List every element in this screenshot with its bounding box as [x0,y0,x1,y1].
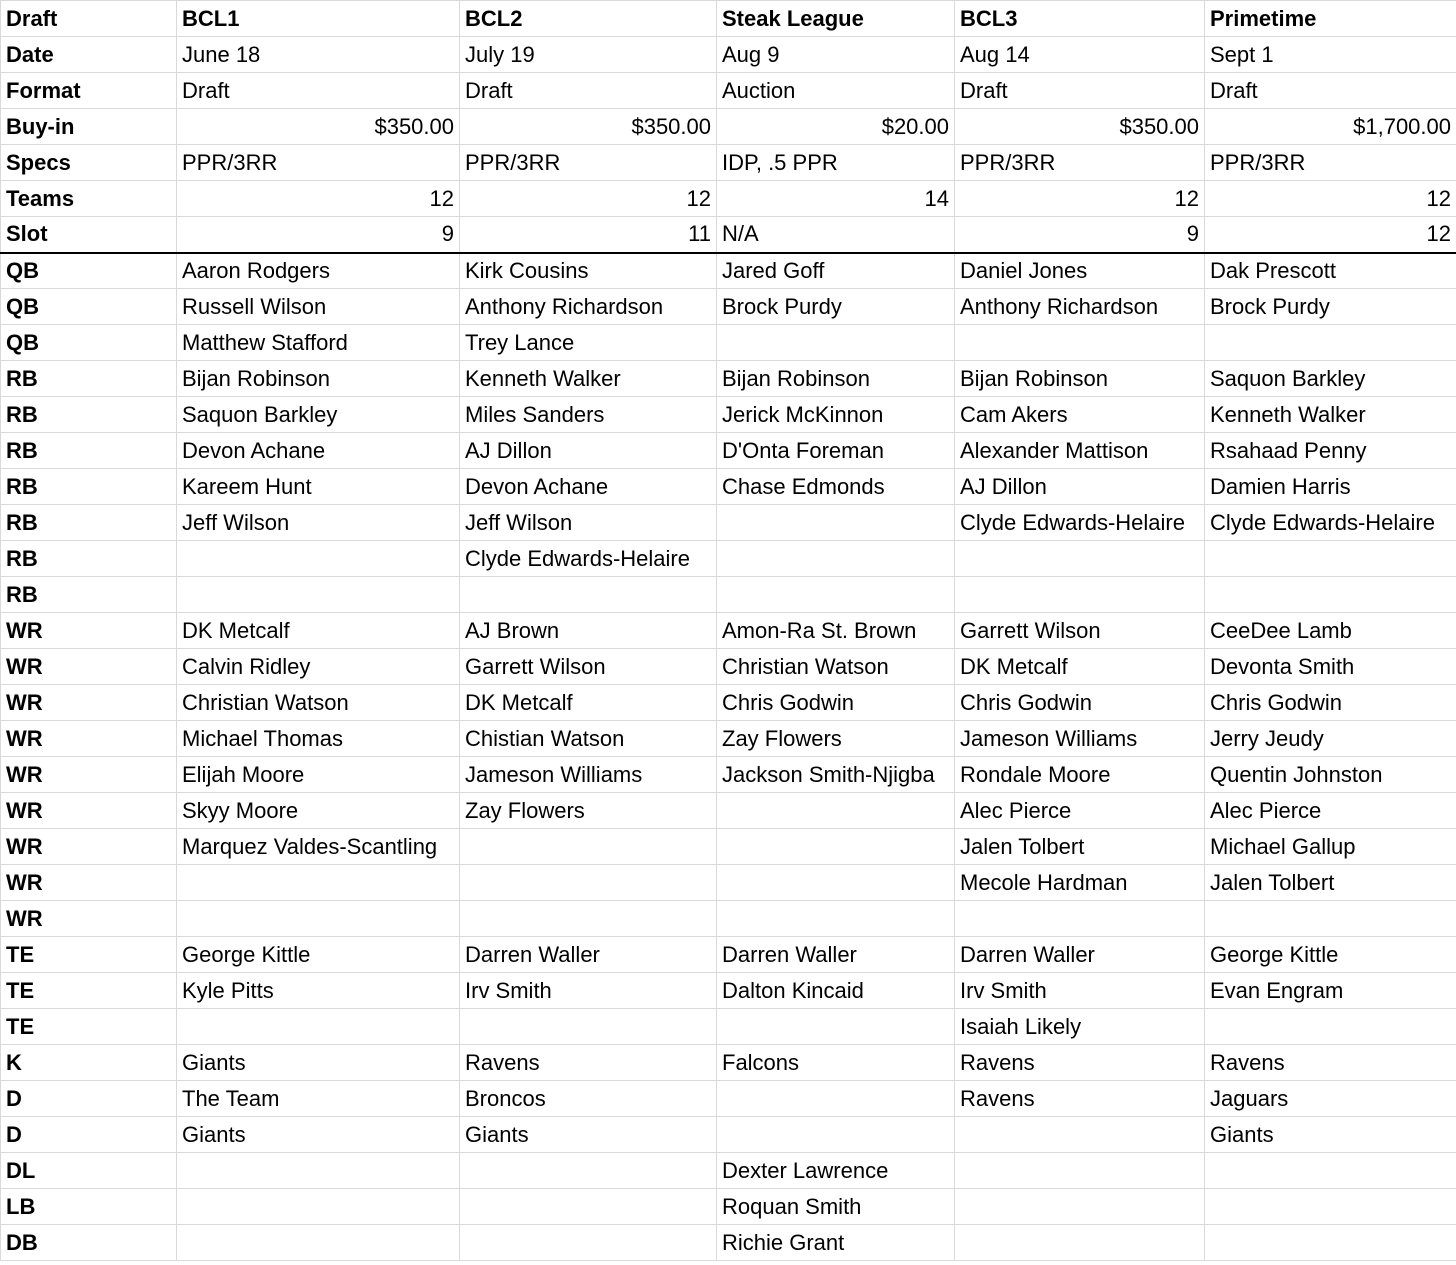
info-row-label[interactable]: Teams [1,181,177,217]
column-header-cell[interactable]: Steak League [717,1,955,37]
info-row-label[interactable]: Format [1,73,177,109]
player-cell[interactable] [717,577,955,613]
header-row [1,1,1456,37]
info-row [1,109,1456,145]
roster-row [1,1045,1456,1081]
player-cell[interactable] [177,1153,460,1189]
position-label[interactable]: K [1,1045,177,1081]
position-label[interactable]: QB [1,253,177,289]
player-cell[interactable] [460,865,717,901]
player-cell[interactable] [1205,541,1456,577]
position-label[interactable]: D [1,1117,177,1153]
info-cell[interactable]: Aug 9 [717,37,955,73]
player-cell[interactable]: Bijan Robinson [955,361,1205,397]
player-cell[interactable] [177,1225,460,1261]
player-cell[interactable]: Ravens [460,1045,717,1081]
player-cell[interactable] [1205,1153,1456,1189]
roster-row [1,577,1456,613]
player-cell[interactable]: Devon Achane [460,469,717,505]
player-cell[interactable]: Michael Thomas [177,721,460,757]
position-label[interactable]: TE [1,1009,177,1045]
player-cell[interactable]: Alexander Mattison [955,433,1205,469]
player-cell[interactable]: Giants [1205,1117,1456,1153]
player-cell[interactable] [460,829,717,865]
position-label[interactable]: LB [1,1189,177,1225]
player-cell[interactable] [955,901,1205,937]
player-cell[interactable] [1205,1189,1456,1225]
position-label[interactable]: WR [1,721,177,757]
info-row [1,217,1456,253]
player-cell[interactable]: Darren Waller [460,937,717,973]
info-cell[interactable]: $350.00 [460,109,717,145]
position-label[interactable]: RB [1,397,177,433]
player-cell[interactable] [717,505,955,541]
info-row [1,181,1456,217]
player-cell[interactable]: Jeff Wilson [460,505,717,541]
player-cell[interactable]: Daniel Jones [955,253,1205,289]
player-cell[interactable]: Chistian Watson [460,721,717,757]
player-cell[interactable]: Chris Godwin [955,685,1205,721]
player-cell[interactable]: Mecole Hardman [955,865,1205,901]
info-cell[interactable]: 12 [1205,217,1456,253]
player-cell[interactable] [717,1117,955,1153]
player-cell[interactable]: Dak Prescott [1205,253,1456,289]
player-cell[interactable] [460,901,717,937]
player-cell[interactable]: Alec Pierce [955,793,1205,829]
position-label[interactable]: QB [1,325,177,361]
player-cell[interactable]: Zay Flowers [460,793,717,829]
player-cell[interactable]: Jerry Jeudy [1205,721,1456,757]
player-cell[interactable] [1205,1009,1456,1045]
position-label[interactable]: RB [1,505,177,541]
player-cell[interactable]: Darren Waller [955,937,1205,973]
player-cell[interactable]: Isaiah Likely [955,1009,1205,1045]
player-cell[interactable] [717,1009,955,1045]
player-cell[interactable]: Rondale Moore [955,757,1205,793]
player-cell[interactable]: Alec Pierce [1205,793,1456,829]
player-cell[interactable]: Anthony Richardson [460,289,717,325]
position-label[interactable]: WR [1,901,177,937]
player-cell[interactable]: Jerick McKinnon [717,397,955,433]
player-cell[interactable] [1205,901,1456,937]
player-cell[interactable]: Brock Purdy [1205,289,1456,325]
player-cell[interactable]: Jameson Williams [460,757,717,793]
player-cell[interactable]: Jaguars [1205,1081,1456,1117]
roster-row [1,685,1456,721]
player-cell[interactable]: Damien Harris [1205,469,1456,505]
roster-row [1,757,1456,793]
player-cell[interactable]: DK Metcalf [460,685,717,721]
player-cell[interactable]: DK Metcalf [177,613,460,649]
player-cell[interactable] [717,541,955,577]
info-row [1,145,1456,181]
player-cell[interactable]: Giants [460,1117,717,1153]
player-cell[interactable]: Elijah Moore [177,757,460,793]
player-cell[interactable]: Russell Wilson [177,289,460,325]
info-cell[interactable]: Auction [717,73,955,109]
info-cell[interactable]: 11 [460,217,717,253]
player-cell[interactable] [1205,577,1456,613]
roster-row [1,433,1456,469]
roster-row [1,1189,1456,1225]
info-row-label[interactable]: Date [1,37,177,73]
player-cell[interactable] [717,901,955,937]
position-label[interactable]: QB [1,289,177,325]
player-cell[interactable]: Kenneth Walker [460,361,717,397]
info-cell[interactable]: Draft [460,73,717,109]
info-cell[interactable]: 12 [177,181,460,217]
player-cell[interactable] [1205,1225,1456,1261]
roster-row [1,397,1456,433]
player-cell[interactable]: Skyy Moore [177,793,460,829]
player-cell[interactable]: Rsahaad Penny [1205,433,1456,469]
player-cell[interactable]: Chase Edmonds [717,469,955,505]
player-cell[interactable]: Jeff Wilson [177,505,460,541]
roster-row [1,1225,1456,1261]
position-label[interactable]: WR [1,793,177,829]
player-cell[interactable]: Kenneth Walker [1205,397,1456,433]
player-cell[interactable] [955,1153,1205,1189]
roster-row [1,253,1456,289]
info-cell[interactable]: $350.00 [177,109,460,145]
player-cell[interactable]: Amon-Ra St. Brown [717,613,955,649]
player-cell[interactable]: Garrett Wilson [955,613,1205,649]
player-cell[interactable]: AJ Dillon [460,433,717,469]
player-cell[interactable]: George Kittle [1205,937,1456,973]
player-cell[interactable] [717,793,955,829]
player-cell[interactable] [717,325,955,361]
player-cell[interactable] [717,829,955,865]
info-cell[interactable]: Aug 14 [955,37,1205,73]
player-cell[interactable]: Chris Godwin [717,685,955,721]
info-row [1,37,1456,73]
roster-row [1,1117,1456,1153]
player-cell[interactable] [460,1225,717,1261]
info-cell[interactable]: IDP, .5 PPR [717,145,955,181]
roster-row [1,505,1456,541]
player-cell[interactable]: Roquan Smith [717,1189,955,1225]
player-cell[interactable]: Jameson Williams [955,721,1205,757]
player-cell[interactable] [460,1009,717,1045]
player-cell[interactable]: Broncos [460,1081,717,1117]
player-cell[interactable]: Garrett Wilson [460,649,717,685]
player-cell[interactable]: Chris Godwin [1205,685,1456,721]
player-cell[interactable]: AJ Dillon [955,469,1205,505]
position-label[interactable]: DB [1,1225,177,1261]
roster-row [1,901,1456,937]
player-cell[interactable]: Evan Engram [1205,973,1456,1009]
roster-row [1,325,1456,361]
info-row-label[interactable]: Buy-in [1,109,177,145]
player-cell[interactable]: Irv Smith [460,973,717,1009]
player-cell[interactable] [955,1117,1205,1153]
info-cell[interactable]: $1,700.00 [1205,109,1456,145]
roster-row [1,865,1456,901]
position-label[interactable]: D [1,1081,177,1117]
position-label[interactable]: RB [1,577,177,613]
column-header-cell[interactable]: Primetime [1205,1,1456,37]
roster-row [1,469,1456,505]
player-cell[interactable]: Giants [177,1117,460,1153]
info-cell[interactable]: Draft [1205,73,1456,109]
player-cell[interactable] [460,1189,717,1225]
player-cell[interactable] [955,577,1205,613]
roster-row [1,721,1456,757]
info-cell[interactable]: 12 [460,181,717,217]
roster-row [1,937,1456,973]
player-cell[interactable]: Christian Watson [717,649,955,685]
position-label[interactable]: TE [1,973,177,1009]
info-cell[interactable]: 9 [955,217,1205,253]
position-label[interactable]: WR [1,685,177,721]
position-label[interactable]: RB [1,361,177,397]
sheet-body [1,1,1456,1261]
player-cell[interactable]: AJ Brown [460,613,717,649]
player-cell[interactable]: Quentin Johnston [1205,757,1456,793]
player-cell[interactable]: Marquez Valdes-Scantling [177,829,460,865]
player-cell[interactable]: Clyde Edwards-Helaire [460,541,717,577]
player-cell[interactable] [177,541,460,577]
player-cell[interactable]: Giants [177,1045,460,1081]
player-cell[interactable]: Dexter Lawrence [717,1153,955,1189]
roster-row [1,829,1456,865]
column-header-cell[interactable]: BCL2 [460,1,717,37]
position-label[interactable]: WR [1,865,177,901]
position-label[interactable]: RB [1,433,177,469]
player-cell[interactable] [1205,325,1456,361]
player-cell[interactable]: Clyde Edwards-Helaire [955,505,1205,541]
player-cell[interactable] [717,1081,955,1117]
roster-row [1,1081,1456,1117]
info-cell[interactable]: PPR/3RR [177,145,460,181]
player-cell[interactable]: Calvin Ridley [177,649,460,685]
player-cell[interactable]: Devonta Smith [1205,649,1456,685]
player-cell[interactable] [177,1009,460,1045]
player-cell[interactable]: Christian Watson [177,685,460,721]
player-cell[interactable]: Bijan Robinson [717,361,955,397]
info-cell[interactable]: PPR/3RR [955,145,1205,181]
player-cell[interactable]: Clyde Edwards-Helaire [1205,505,1456,541]
player-cell[interactable]: Richie Grant [717,1225,955,1261]
player-cell[interactable]: Aaron Rodgers [177,253,460,289]
player-cell[interactable] [955,1225,1205,1261]
player-cell[interactable]: Anthony Richardson [955,289,1205,325]
info-row-label[interactable]: Specs [1,145,177,181]
position-label[interactable]: DL [1,1153,177,1189]
player-cell[interactable]: Michael Gallup [1205,829,1456,865]
position-label[interactable]: WR [1,613,177,649]
player-cell[interactable]: DK Metcalf [955,649,1205,685]
roster-row [1,793,1456,829]
player-cell[interactable]: Kirk Cousins [460,253,717,289]
info-cell[interactable]: 12 [1205,181,1456,217]
player-cell[interactable] [460,577,717,613]
player-cell[interactable]: Darren Waller [717,937,955,973]
player-cell[interactable] [177,1189,460,1225]
player-cell[interactable]: Bijan Robinson [177,361,460,397]
player-cell[interactable]: CeeDee Lamb [1205,613,1456,649]
column-header-cell[interactable]: BCL1 [177,1,460,37]
player-cell[interactable]: Ravens [955,1045,1205,1081]
roster-row [1,1009,1456,1045]
player-cell[interactable] [955,541,1205,577]
info-cell[interactable]: 12 [955,181,1205,217]
info-cell[interactable]: PPR/3RR [460,145,717,181]
header-label-cell[interactable]: Draft [1,1,177,37]
info-cell[interactable]: Draft [955,73,1205,109]
player-cell[interactable]: Cam Akers [955,397,1205,433]
player-cell[interactable]: Ravens [1205,1045,1456,1081]
player-cell[interactable]: Kareem Hunt [177,469,460,505]
player-cell[interactable]: Trey Lance [460,325,717,361]
info-row-label[interactable]: Slot [1,217,177,253]
player-cell[interactable]: Ravens [955,1081,1205,1117]
position-label[interactable]: WR [1,649,177,685]
position-label[interactable]: WR [1,829,177,865]
player-cell[interactable]: Saquon Barkley [1205,361,1456,397]
player-cell[interactable]: Miles Sanders [460,397,717,433]
player-cell[interactable]: The Team [177,1081,460,1117]
roster-row [1,649,1456,685]
player-cell[interactable]: Kyle Pitts [177,973,460,1009]
info-cell[interactable]: July 19 [460,37,717,73]
player-cell[interactable] [177,901,460,937]
player-cell[interactable]: Devon Achane [177,433,460,469]
player-cell[interactable] [177,577,460,613]
player-cell[interactable] [177,865,460,901]
info-cell[interactable]: N/A [717,217,955,253]
roster-row [1,289,1456,325]
position-label[interactable]: WR [1,757,177,793]
info-cell[interactable]: June 18 [177,37,460,73]
player-cell[interactable] [955,325,1205,361]
roster-row [1,613,1456,649]
info-row [1,73,1456,109]
player-cell[interactable]: Brock Purdy [717,289,955,325]
player-cell[interactable] [717,865,955,901]
player-cell[interactable]: Jalen Tolbert [1205,865,1456,901]
info-cell[interactable]: PPR/3RR [1205,145,1456,181]
player-cell[interactable]: Jared Goff [717,253,955,289]
roster-row [1,1153,1456,1189]
player-cell[interactable] [955,1189,1205,1225]
player-cell[interactable]: Irv Smith [955,973,1205,1009]
info-cell[interactable]: Sept 1 [1205,37,1456,73]
player-cell[interactable]: D'Onta Foreman [717,433,955,469]
column-header-cell[interactable]: BCL3 [955,1,1205,37]
player-cell[interactable] [460,1153,717,1189]
player-cell[interactable]: George Kittle [177,937,460,973]
info-cell[interactable]: $350.00 [955,109,1205,145]
player-cell[interactable]: Jackson Smith-Njigba [717,757,955,793]
position-label[interactable]: RB [1,469,177,505]
player-cell[interactable]: Zay Flowers [717,721,955,757]
info-cell[interactable]: 14 [717,181,955,217]
position-label[interactable]: RB [1,541,177,577]
info-cell[interactable]: 9 [177,217,460,253]
player-cell[interactable]: Matthew Stafford [177,325,460,361]
roster-row [1,541,1456,577]
player-cell[interactable]: Dalton Kincaid [717,973,955,1009]
roster-row [1,973,1456,1009]
position-label[interactable]: TE [1,937,177,973]
player-cell[interactable]: Falcons [717,1045,955,1081]
info-cell[interactable]: $20.00 [717,109,955,145]
info-cell[interactable]: Draft [177,73,460,109]
roster-row [1,361,1456,397]
player-cell[interactable]: Saquon Barkley [177,397,460,433]
player-cell[interactable]: Jalen Tolbert [955,829,1205,865]
